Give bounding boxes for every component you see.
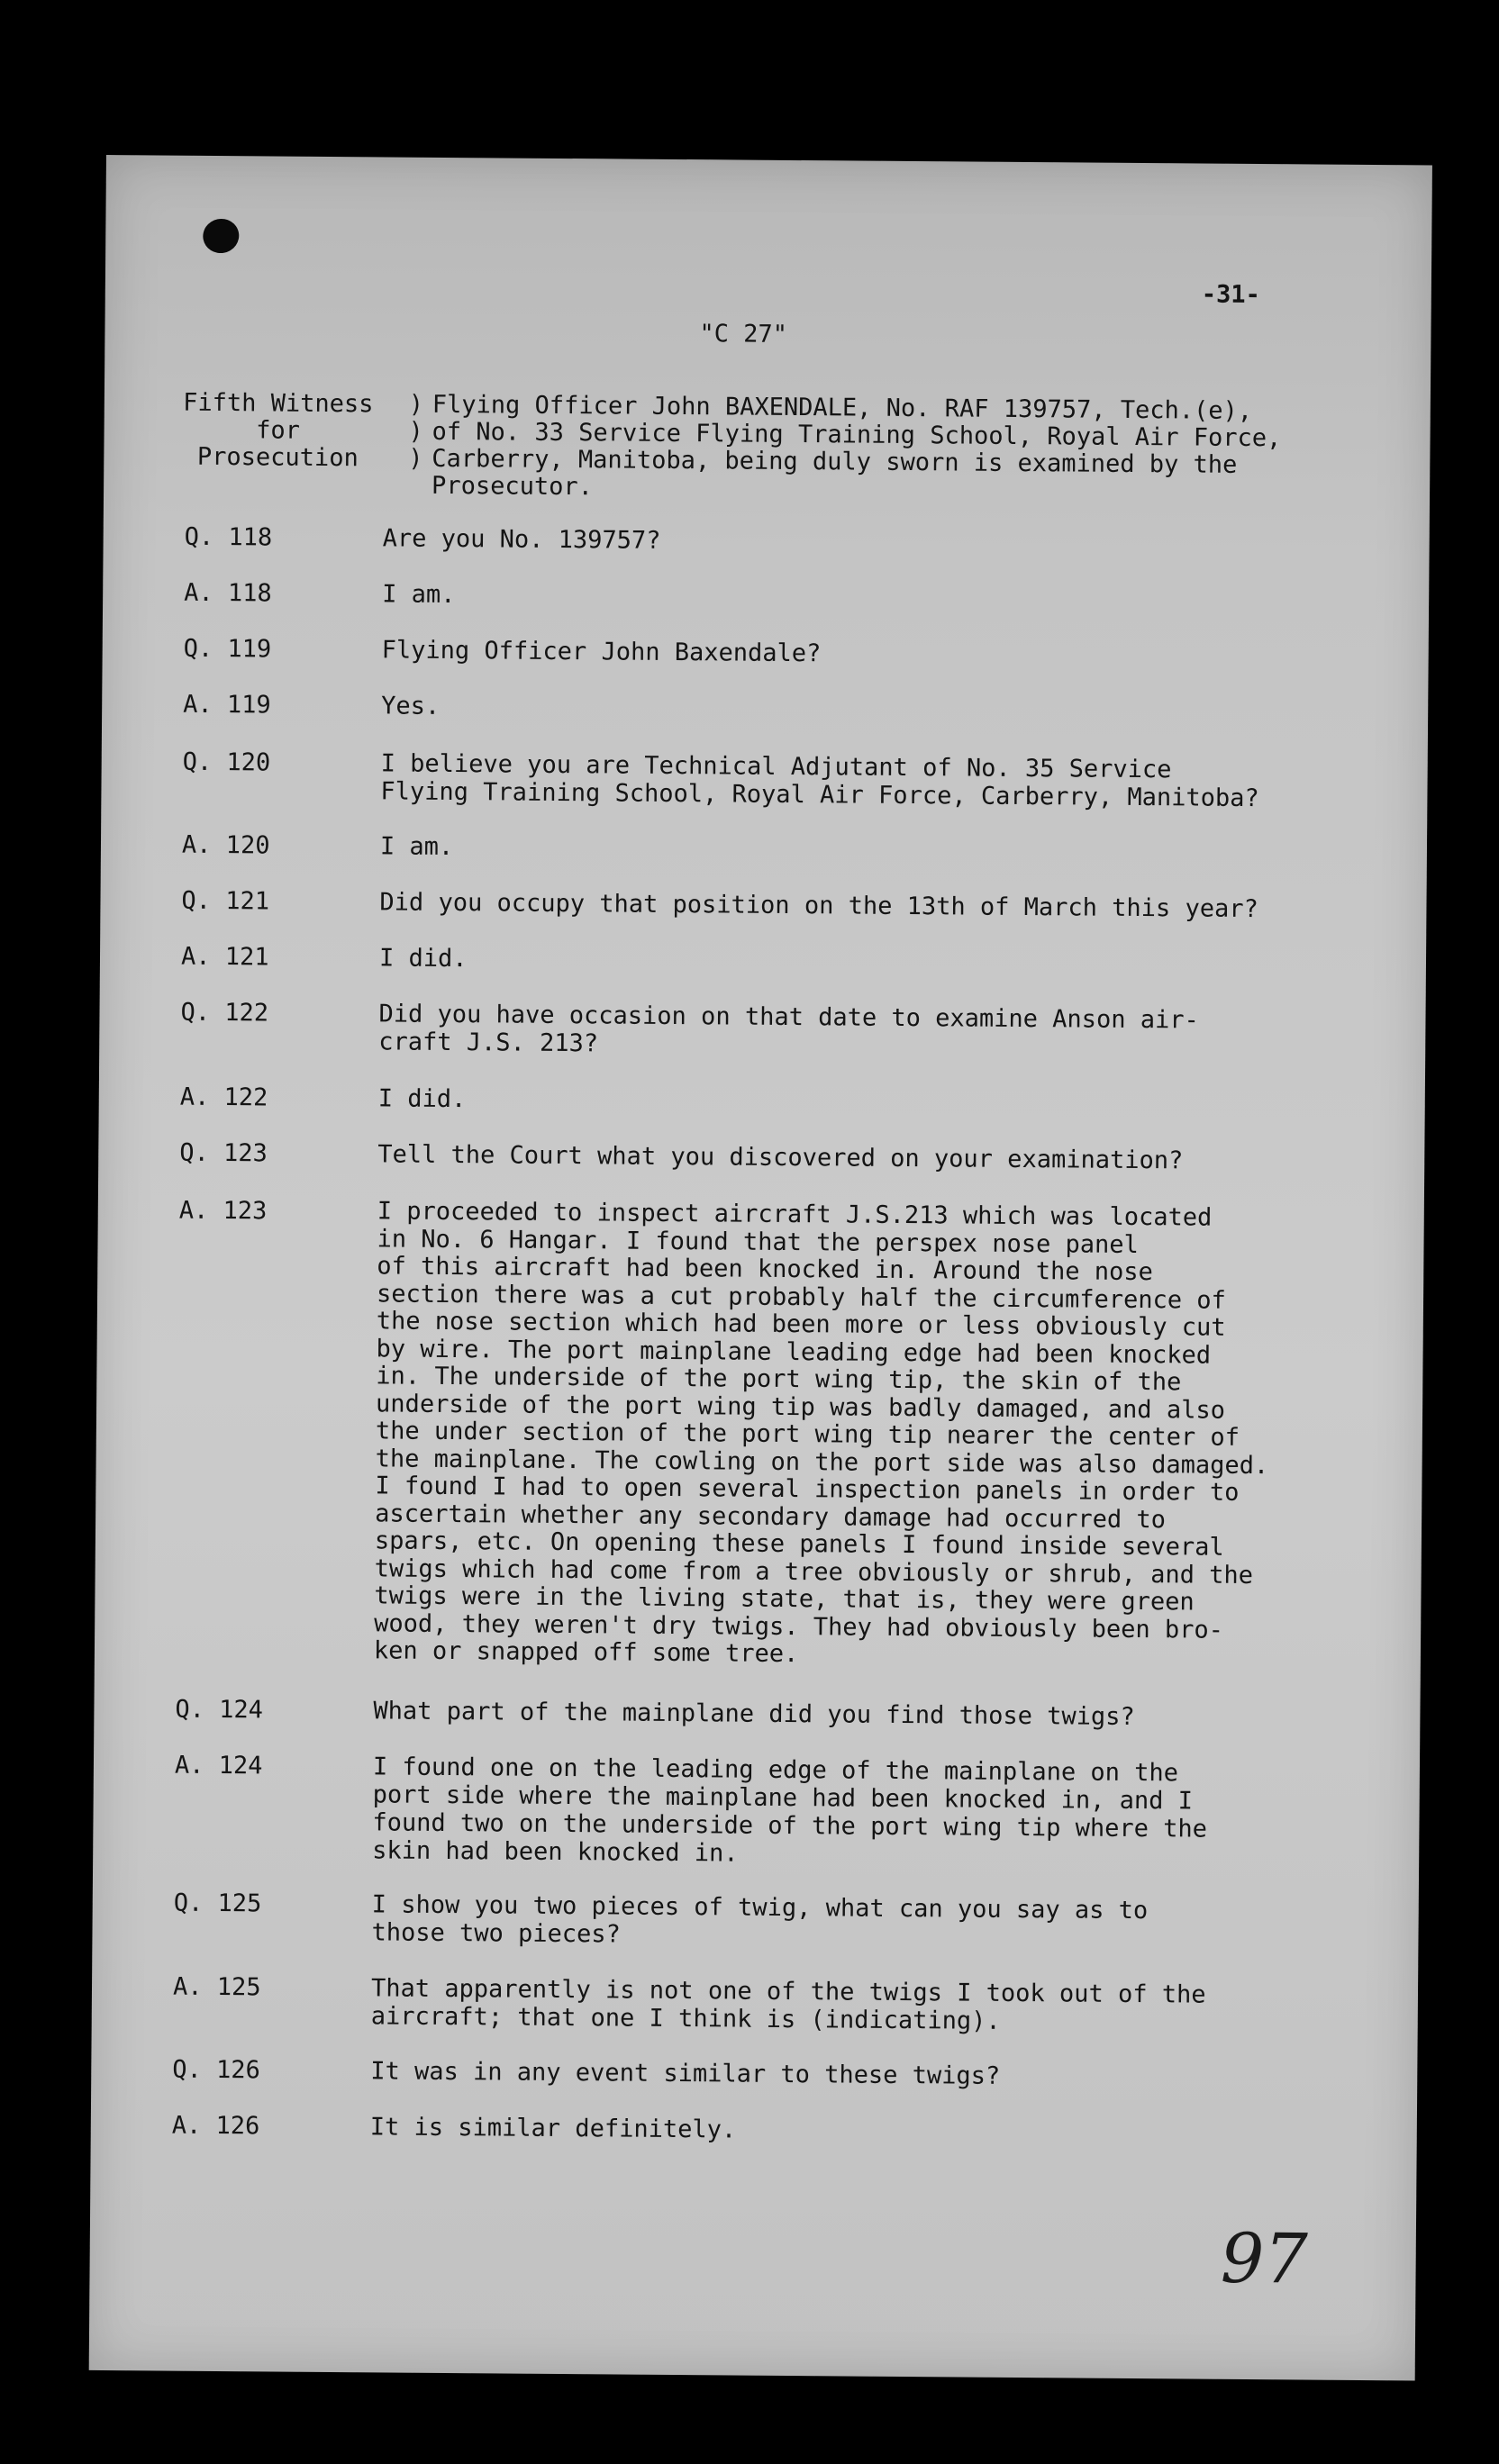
qa-text: Did you have occasion on that date to examine Anson air- craft J.S. 213? (378, 1000, 1199, 1058)
qa-code: A. 126 (171, 2111, 260, 2141)
punch-hole (200, 215, 242, 256)
qa-entry (102, 690, 1417, 728)
qa-entry (91, 2055, 1406, 2093)
qa-text: I believe you are Technical Adjutant of No. 35 Service Flying Training School, Royal Air Force, Carberry, Manitoba? (380, 749, 1259, 813)
qa-code: A. 124 (174, 1751, 263, 1780)
qa-entry (98, 1138, 1413, 1176)
qa-entry (101, 830, 1416, 868)
qa-code: A. 118 (184, 578, 272, 608)
qa-text: What part of the mainplane did you find those twigs? (373, 1697, 1135, 1732)
qa-code: A. 121 (180, 942, 269, 972)
witness-label-line: for (256, 416, 301, 445)
qa-text: Flying Officer John Baxendale? (381, 636, 822, 668)
qa-entry (103, 634, 1418, 672)
qa-code: Q. 122 (180, 998, 269, 1028)
qa-code: Q. 124 (175, 1695, 264, 1725)
qa-text: I am. (382, 580, 456, 610)
qa-entry (104, 522, 1419, 560)
qa-text: I proceeded to inspect aircraft J.S.213 which was located in No. 6 Hangar. I found that the perspex nose panel of this aircraft had been knocked in. Around the nose section there was a cut probably half the circumference of the nose section which had been more or less obviously cut by wire. The port mainplane leading edge had been knocked in. The underside of the port wing tip, the skin of the underside of the port wing tip was badly damaged, and also the under section of the port wing tip nearer the center of the mainplane. The cowling on the port side was also damaged. I found I had to open several inspection panels in order to ascertain whether any secondary damage had occurred to spars, etc. On opening these panels I found inside several twigs which had come from a tree obviously or shrub, and the twigs were in the living state, that is, they were green wood, they weren't dry twigs. They had obviously been bro- ken or snapped off some tree. (373, 1197, 1269, 1669)
qa-entry (93, 1751, 1409, 1872)
qa-text: I found one on the leading edge of the mainplane on the port side where the mainplane had been knocked in, and I found two on the underside of the port wing tip where the skin had been knocked in. (372, 1753, 1208, 1868)
qa-text: I did. (378, 944, 468, 974)
qa-entry (94, 1695, 1409, 1733)
qa-entry (92, 1972, 1407, 2038)
document-page (89, 155, 1432, 2380)
witness-brackets (408, 392, 432, 500)
qa-code: Q. 118 (184, 522, 273, 552)
qa-code: A. 120 (181, 830, 270, 860)
form-code: "C 27" (699, 320, 788, 349)
qa-entry (92, 1889, 1407, 1954)
page-number: -31- (1201, 280, 1260, 310)
qa-entry (95, 1196, 1413, 1673)
witness-label-line: Prosecution (196, 442, 359, 473)
qa-text: Tell the Court what you discovered on your examination? (377, 1140, 1184, 1175)
witness-description: Flying Officer John BAXENDALE, No. RAF 139757, Tech.(e), of No. 33 Service Flying Training School, Royal Air Force, Carberry, Manitoba, being duly sworn is examined by the Prosecutor. (432, 390, 1282, 502)
qa-text: Yes. (381, 692, 441, 720)
qa-code: A. 119 (183, 690, 271, 720)
qa-text: I did. (377, 1084, 467, 1114)
qa-entry (91, 2111, 1406, 2149)
qa-text: It is similar definitely. (369, 2113, 737, 2144)
qa-code: A. 122 (179, 1083, 268, 1112)
qa-entry (100, 942, 1415, 980)
qa-code: A. 125 (172, 1972, 261, 2002)
qa-entry (101, 747, 1416, 813)
qa-text: It was in any event similar to these twigs? (370, 2057, 1001, 2090)
qa-code: Q. 121 (181, 886, 270, 916)
qa-text: I am. (379, 832, 454, 862)
qa-text: That apparently is not one of the twigs I took out of the aircraft; that one I think is (indicating). (370, 1974, 1206, 2035)
qa-code: Q. 123 (179, 1138, 268, 1168)
qa-text: I show you two pieces of twig, what can you say as to those two pieces? (371, 1890, 1149, 1949)
qa-entry (99, 1083, 1414, 1120)
qa-code: A. 123 (178, 1196, 268, 1226)
qa-code: Q. 125 (173, 1889, 262, 1918)
qa-entry (100, 886, 1415, 924)
qa-code: Q. 120 (182, 747, 271, 777)
bracket: ) (408, 417, 423, 446)
bracket: ) (408, 390, 424, 419)
qa-text: Did you occupy that position on the 13th of March this year? (379, 888, 1258, 924)
qa-entry (103, 578, 1418, 616)
bracket: ) (408, 444, 423, 473)
qa-code: Q. 126 (172, 2055, 260, 2085)
qa-code: Q. 119 (183, 634, 272, 664)
witness-label-line: Fifth Witness (183, 388, 374, 419)
qa-text: Are you No. 139757? (382, 524, 661, 555)
qa-entry (99, 998, 1414, 1064)
witness-label (147, 389, 409, 499)
handwritten-page-number: 97 (1220, 2217, 1309, 2299)
witness-header (147, 389, 1427, 507)
